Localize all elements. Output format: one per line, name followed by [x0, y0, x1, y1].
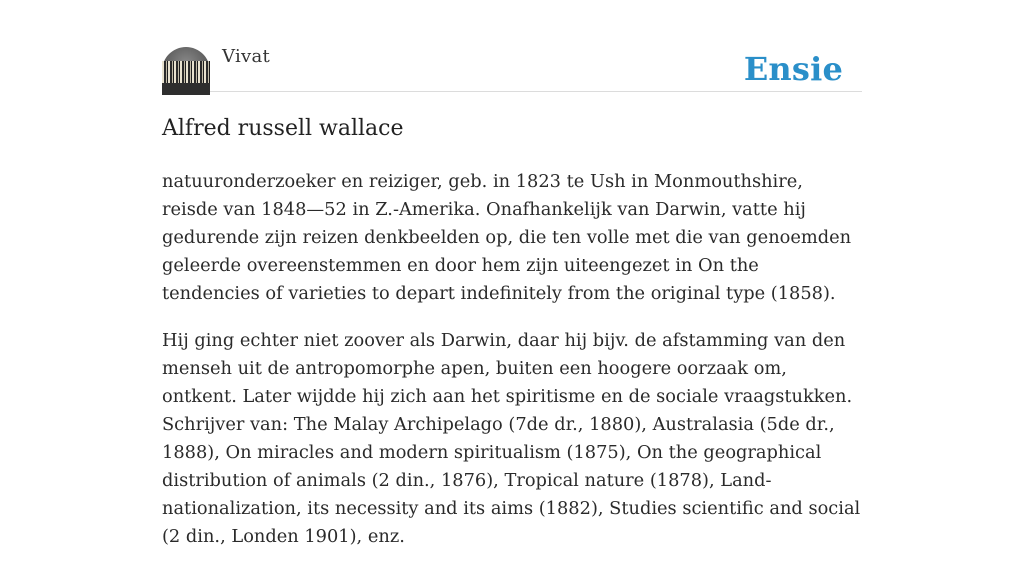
brand-logo[interactable]: Ensie: [743, 50, 843, 88]
paragraph-2: Hij ging echter niet zoover als Darwin, daar hij bijv. de afstamming van den menseh uit de antropomorphe apen, buiten een hoogere oorzaak om, ontkent. Later wijdde hij zich aan het spiritisme en de sociale vraagstukken. Schrijver van: The Malay Archipelago (7de dr., 1880), Australasia (5de dr., 1888), On miracles and modern spiritualism (1875), On the geographical distribution of animals (2 din., 1876), Tropical nature (1878), Land-nationalization, its necessity and its aims (1882), Studies scientific and social (2 din., Londen 1901), enz.: [162, 330, 861, 547]
shelf-image: [162, 83, 210, 95]
avatar[interactable]: [162, 47, 210, 95]
author-name[interactable]: Vivat: [222, 46, 271, 67]
header: [162, 45, 862, 92]
article-body: [162, 168, 862, 570]
page: [162, 0, 862, 547]
page-title: Alfred russell wallace: [162, 116, 404, 141]
bookshelf-image: [162, 61, 210, 83]
paragraph-1: natuuronderzoeker en reiziger, geb. in 1823 te Ush in Monmouthshire, reisde van 1848—52 in Z.-Amerika. Onafhankelijk van Darwin, vatte hij gedurende zijn reizen denkbeelden op, die ten volle met die van genoemden geleerde overeenstemmen en door hem zijn uiteengezet in On the tendencies of varieties to depart indefinitely from the original type (1858).: [162, 171, 852, 304]
